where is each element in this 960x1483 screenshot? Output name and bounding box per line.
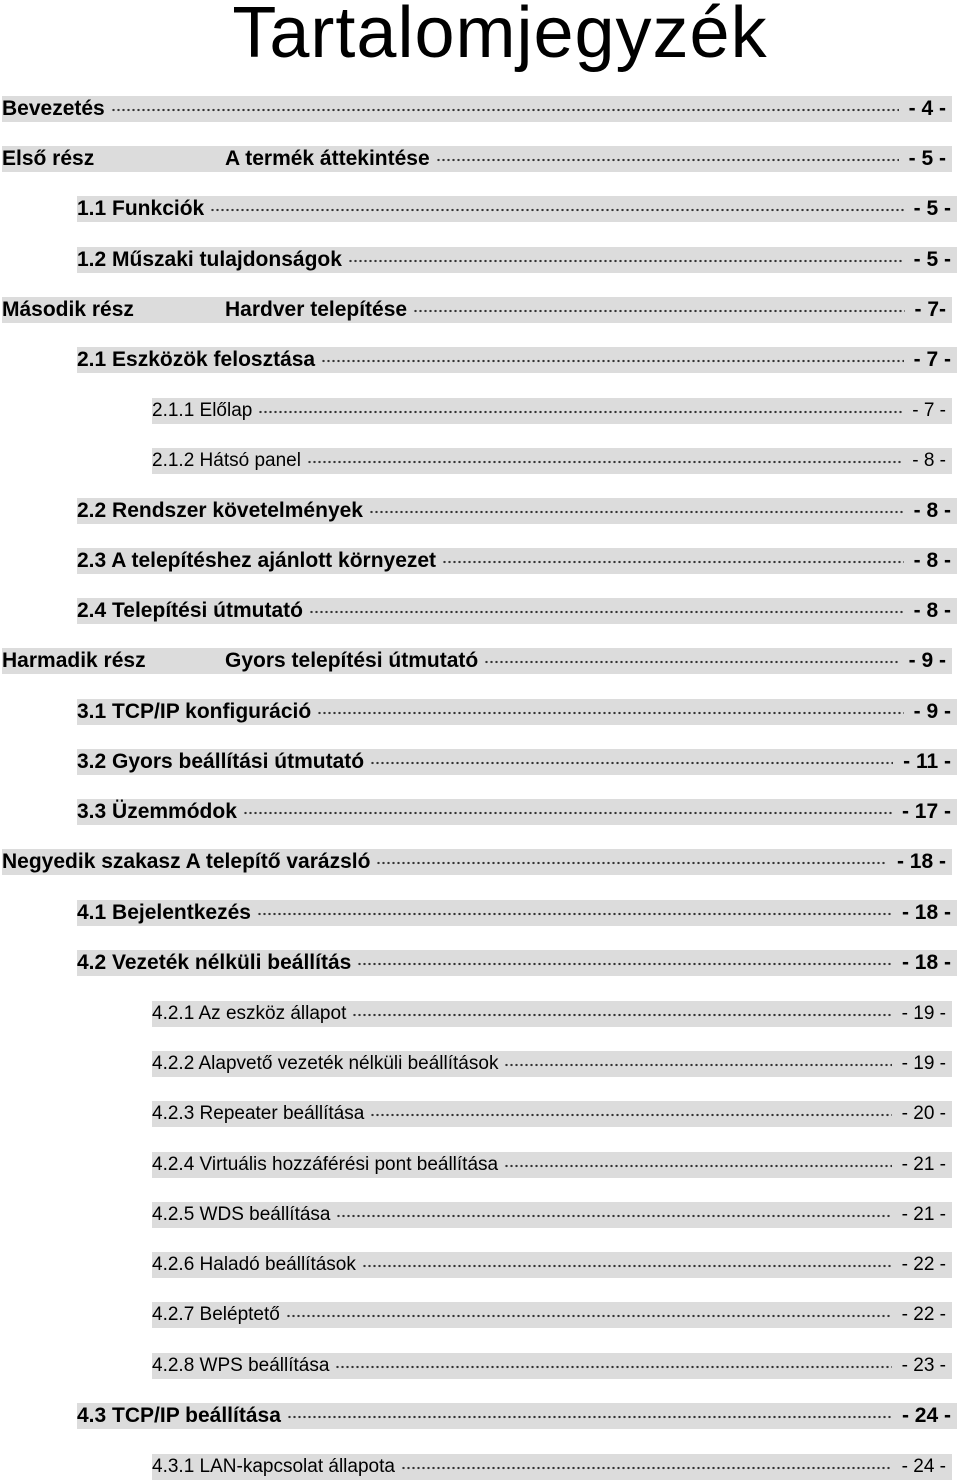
toc-page-number: - 5 - xyxy=(913,248,951,271)
toc-entry[interactable] xyxy=(152,1001,952,1027)
toc-entry[interactable] xyxy=(152,1051,952,1077)
toc-page-number: - 21 - xyxy=(901,1204,946,1225)
toc-entry[interactable] xyxy=(2,849,952,875)
toc-entry[interactable] xyxy=(77,950,957,976)
toc-page-number: - 5 - xyxy=(908,147,946,170)
toc-leader-dots xyxy=(504,1063,891,1067)
toc-leader-dots xyxy=(357,962,892,966)
toc-page-number: - 8 - xyxy=(912,450,946,471)
toc-entry-label: 3.2 Gyors beállítási útmutató xyxy=(77,750,365,773)
toc-entry-label: Gyors telepítési útmutató xyxy=(225,649,479,672)
toc-page-number: - 8 - xyxy=(913,599,951,622)
toc-entry-label: 4.2.7 Beléptető xyxy=(152,1304,280,1325)
toc-entry-label: 1.1 Funkciók xyxy=(77,197,205,220)
toc-part-label: Első rész xyxy=(2,147,95,170)
toc-leader-dots xyxy=(401,1466,892,1470)
toc-page-number: - 19 - xyxy=(901,1053,946,1074)
toc-leader-dots xyxy=(436,158,899,162)
toc-entry-label: 2.3 A telepítéshez ajánlott környezet xyxy=(77,549,437,572)
toc-leader-dots xyxy=(243,811,892,815)
toc-entry[interactable] xyxy=(2,648,952,674)
toc-entry[interactable] xyxy=(77,548,957,574)
toc-entry-label: 4.2.3 Repeater beállítása xyxy=(152,1103,365,1124)
toc-leader-dots xyxy=(348,259,904,263)
toc-entry[interactable] xyxy=(77,749,957,775)
toc-entry[interactable] xyxy=(77,196,957,222)
toc-leader-dots xyxy=(442,560,904,564)
toc-entry-label: Hardver telepítése xyxy=(225,298,408,321)
toc-leader-dots xyxy=(258,410,902,414)
toc-entry[interactable] xyxy=(77,598,957,624)
toc-leader-dots xyxy=(317,711,903,715)
toc-page-number: - 19 - xyxy=(901,1003,946,1024)
toc-entry-label: 4.1 Bejelentkezés xyxy=(77,901,251,924)
toc-page-number: - 5 - xyxy=(913,197,951,220)
toc-entry-label: 2.2 Rendszer követelmények xyxy=(77,499,363,522)
toc-leader-dots xyxy=(210,208,903,212)
toc-entry-label: 4.2.6 Haladó beállítások xyxy=(152,1254,356,1275)
toc-leader-dots xyxy=(257,912,892,916)
toc-page-number: - 23 - xyxy=(901,1355,946,1376)
toc-entry[interactable] xyxy=(77,699,957,725)
toc-entry[interactable] xyxy=(77,1403,957,1429)
toc-entry-label: 3.1 TCP/IP konfiguráció xyxy=(77,700,312,723)
toc-entry[interactable] xyxy=(2,146,952,172)
toc-page-number: - 17 - xyxy=(901,800,951,823)
toc-leader-dots xyxy=(413,309,904,313)
toc-page-number: - 18 - xyxy=(896,850,946,873)
toc-entry[interactable] xyxy=(152,398,952,424)
toc-entry[interactable] xyxy=(152,448,952,474)
toc-entry-label: A termék áttekintése xyxy=(225,147,430,170)
toc-leader-dots xyxy=(336,1214,891,1218)
toc-page-number: - 22 - xyxy=(901,1304,946,1325)
toc-page-number: - 22 - xyxy=(901,1254,946,1275)
toc-entry-label: Negyedik szakasz A telepítő varázsló xyxy=(2,850,371,873)
toc-entry[interactable] xyxy=(152,1252,952,1278)
toc-entry-label: 4.2.4 Virtuális hozzáférési pont beállítása xyxy=(152,1154,499,1175)
toc-page-number: - 7 - xyxy=(913,348,951,371)
toc-entry-label: 1.2 Műszaki tulajdonságok xyxy=(77,248,342,271)
toc-page-number: - 18 - xyxy=(901,951,951,974)
toc-entry[interactable] xyxy=(152,1302,952,1328)
toc-entry-label: Bevezetés xyxy=(2,97,105,120)
toc-page-number: - 7- xyxy=(914,298,946,321)
toc-entry-label: 4.2 Vezeték nélküli beállítás xyxy=(77,951,352,974)
toc-leader-dots xyxy=(307,460,902,464)
toc-leader-dots xyxy=(370,1113,891,1117)
toc-entry-label: 4.3.1 LAN-kapcsolat állapota xyxy=(152,1456,395,1477)
toc-entry[interactable] xyxy=(77,498,957,524)
toc-entry[interactable] xyxy=(152,1152,952,1178)
toc-leader-dots xyxy=(309,610,904,614)
toc-page-number: - 9 - xyxy=(908,649,946,672)
toc-page-number: - 8 - xyxy=(913,499,951,522)
toc-entry[interactable] xyxy=(152,1101,952,1127)
toc-entry[interactable] xyxy=(77,900,957,926)
toc-entry[interactable] xyxy=(152,1202,952,1228)
toc-page-number: - 8 - xyxy=(913,549,951,572)
toc-entry[interactable] xyxy=(77,247,957,273)
toc-entry-label: 4.2.8 WPS beállítása xyxy=(152,1355,330,1376)
toc-page-number: - 7 - xyxy=(912,400,946,421)
toc-entry-label: 4.3 TCP/IP beállítása xyxy=(77,1404,281,1427)
toc-part-label: Második rész xyxy=(2,298,134,321)
toc-entry-label: 4.2.5 WDS beállítása xyxy=(152,1204,331,1225)
toc-entry[interactable] xyxy=(152,1353,952,1379)
toc-entry-label: 2.1.1 Előlap xyxy=(152,400,253,421)
toc-leader-dots xyxy=(484,660,898,664)
toc-page-number: - 4 - xyxy=(908,97,946,120)
toc-entry-label: 2.1 Eszközök felosztása xyxy=(77,348,316,371)
toc-entry[interactable] xyxy=(152,1454,952,1480)
toc-leader-dots xyxy=(369,510,904,514)
toc-entry[interactable] xyxy=(2,297,952,323)
toc-page-number: - 24 - xyxy=(901,1456,946,1477)
toc-leader-dots xyxy=(321,359,904,363)
toc-leader-dots xyxy=(376,861,887,865)
toc-leader-dots xyxy=(286,1314,892,1318)
toc-leader-dots xyxy=(504,1164,892,1168)
toc-entry-label: 4.2.1 Az eszköz állapot xyxy=(152,1003,347,1024)
toc-entry-label: 2.4 Telepítési útmutató xyxy=(77,599,303,622)
toc-leader-dots xyxy=(352,1013,891,1017)
toc-leader-dots xyxy=(362,1264,892,1268)
toc-entry-label: 2.1.2 Hátsó panel xyxy=(152,450,301,471)
toc-entry[interactable] xyxy=(77,799,957,825)
toc-leader-dots xyxy=(335,1365,891,1369)
toc-page-number: - 20 - xyxy=(901,1103,946,1124)
toc-page-number: - 11 - xyxy=(903,750,951,773)
page-title: Tartalomjegyzék xyxy=(232,0,768,73)
toc-leader-dots xyxy=(370,761,893,765)
toc-leader-dots xyxy=(111,108,899,112)
toc-page-number: - 21 - xyxy=(901,1154,946,1175)
toc-page-number: - 18 - xyxy=(901,901,951,924)
toc-part-label: Harmadik rész xyxy=(2,649,146,672)
toc-page-number: - 9 - xyxy=(913,700,951,723)
toc-entry-label: 4.2.2 Alapvető vezeték nélküli beállítások xyxy=(152,1053,499,1074)
toc-entry[interactable] xyxy=(77,347,957,373)
toc-leader-dots xyxy=(287,1415,892,1419)
toc-page-number: - 24 - xyxy=(901,1404,951,1427)
toc-entry-label: 3.3 Üzemmódok xyxy=(77,800,237,823)
toc-entry[interactable] xyxy=(2,96,952,122)
